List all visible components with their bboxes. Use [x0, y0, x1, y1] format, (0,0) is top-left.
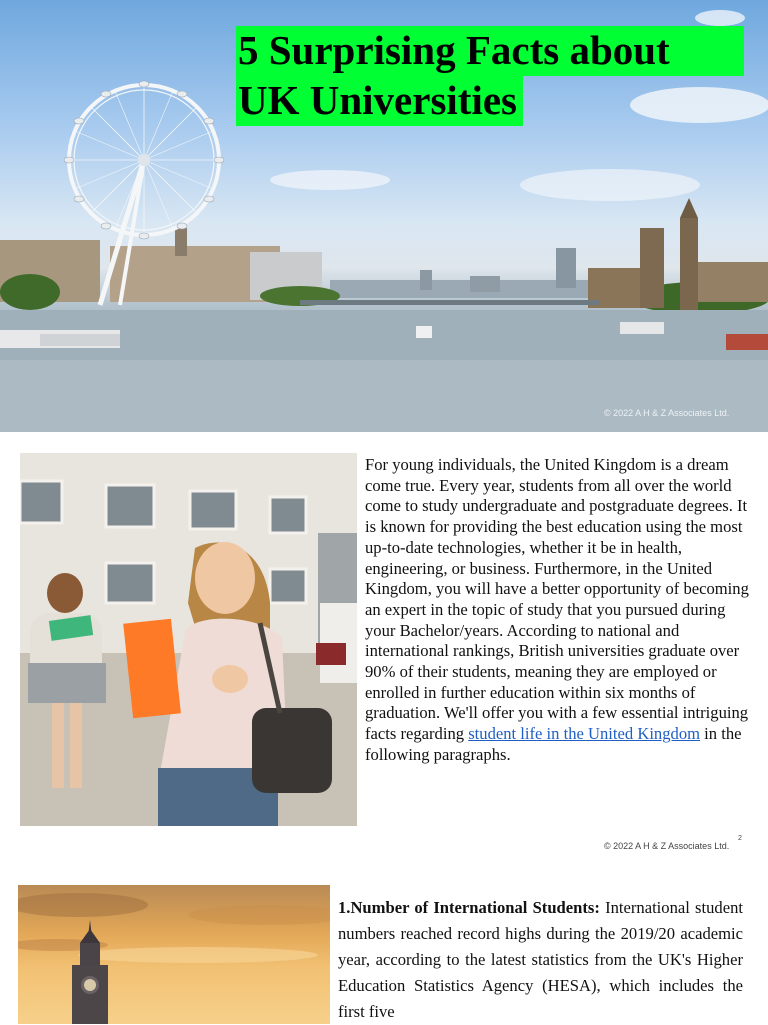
fact-1-heading: 1.Number of International Students:: [338, 898, 600, 917]
hero-banner: [0, 0, 768, 432]
big-ben-sunset-photo: [18, 885, 330, 1024]
intro-paragraph: [365, 455, 749, 766]
fact-1-paragraph: [338, 895, 743, 1025]
intro-text-part1: For young individuals, the United Kingdom is a dream come true. Every year, students from all over the world come to study undergraduate and postgraduate degrees. It is known for providing the best education using the most up-to-date technologies, whether it be in health, engineering, or business. Furthermore, in the United Kingdom, you will have a better opportunity of becoming an expert in the topic of study that you pursued during your Bachelor/years. According to national and international rankings, British universities graduate over 90% of their students, meaning they are employed or enrolled in further education within six months of graduation. We'll offer you with a few essential intriguing facts regarding: [365, 455, 749, 744]
copyright-notice-page-2: © 2022 A H & Z Associates Ltd.: [604, 841, 730, 851]
title-line-2: UK Universities: [236, 76, 523, 126]
copyright-notice: © 2022 A H & Z Associates Ltd.: [604, 408, 730, 418]
student-thumbs-up-photo: [20, 453, 357, 826]
student-life-link[interactable]: student life in the United Kingdom: [468, 724, 701, 744]
fact-1-text: International student numbers reached record highs during the 2019/20 academic year, according to the latest statistics from the UK's Higher Education Statistics Agency (HESA), which includes the first five: [338, 898, 743, 1021]
intro-text-part2: in the following paragraphs.: [365, 724, 742, 764]
title-line-1: 5 Surprising Facts about: [236, 26, 744, 76]
page-number: 2: [738, 835, 742, 842]
page-title: [236, 26, 746, 126]
